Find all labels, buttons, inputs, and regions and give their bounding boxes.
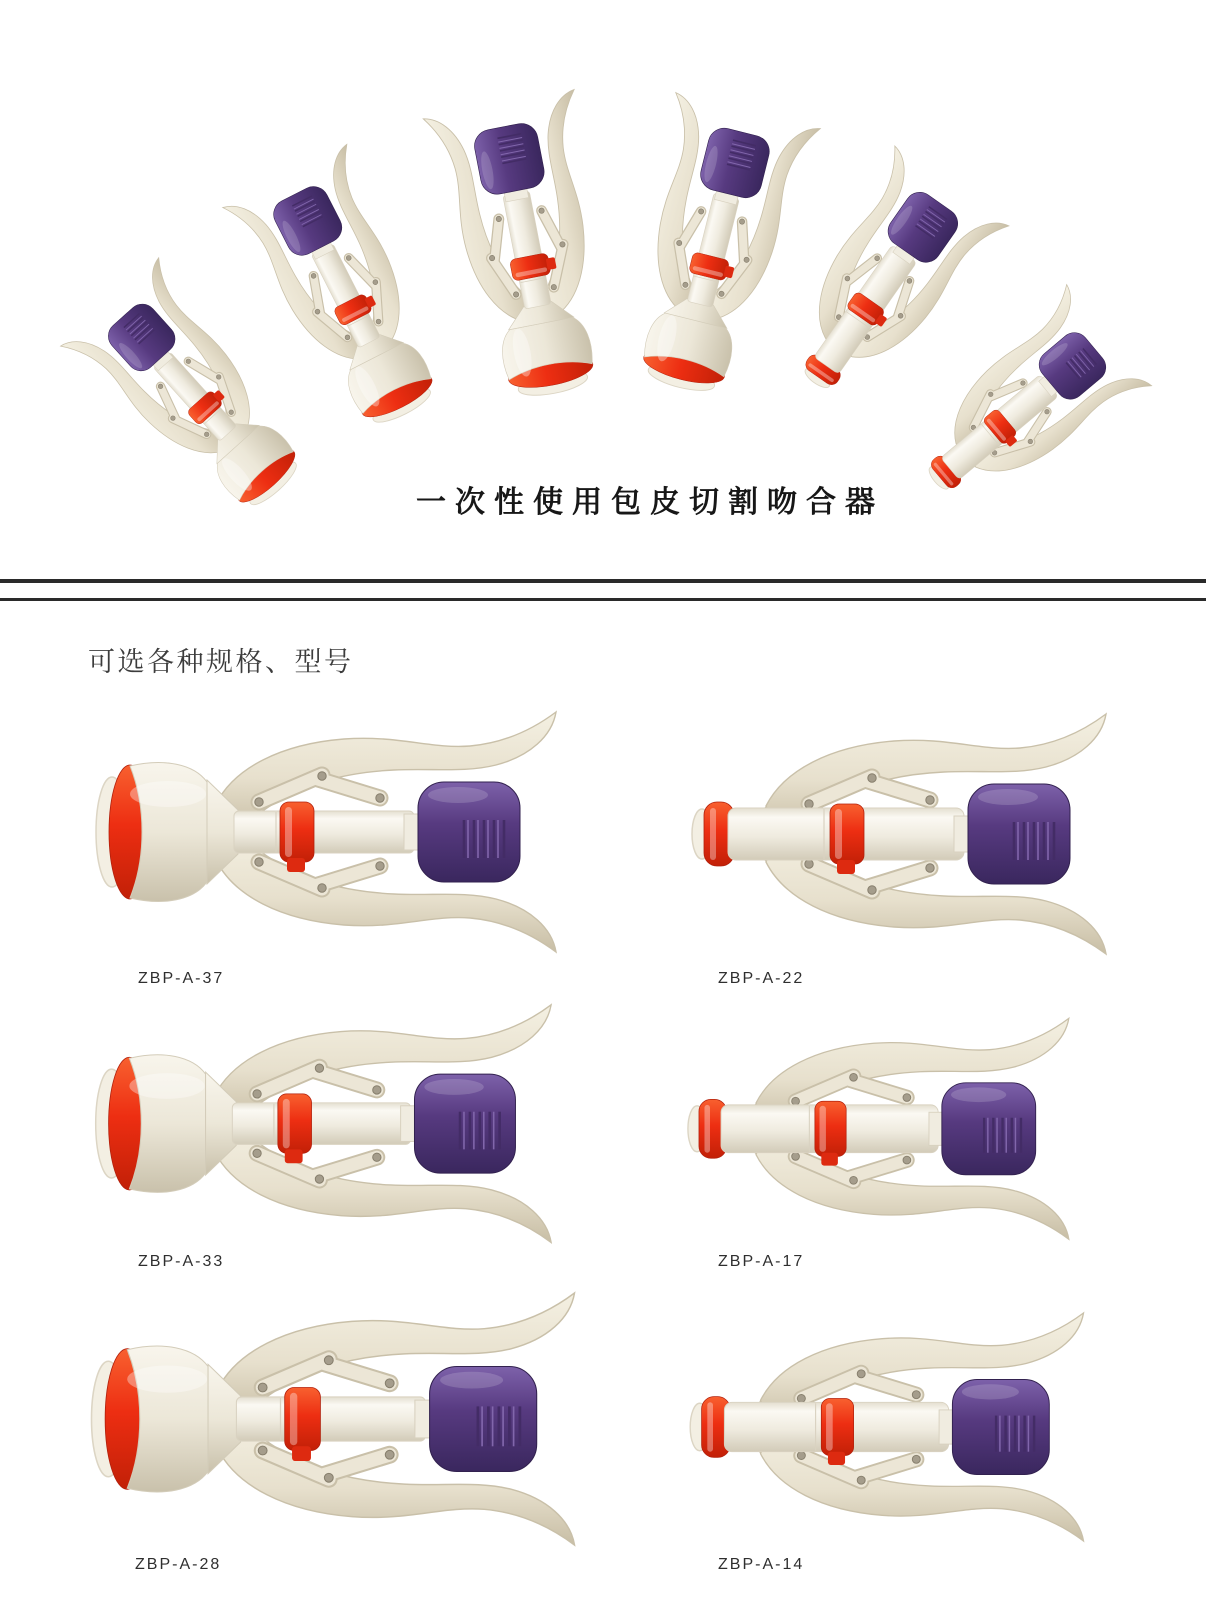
- product-image-zbp-a-28: [60, 1272, 585, 1566]
- product-image-zbp-a-37: [66, 692, 566, 972]
- product-image-zbp-a-33: [66, 985, 561, 1262]
- divider-line-1: [0, 579, 1206, 583]
- product-model-label: ZBP-A-33: [138, 1253, 225, 1270]
- section-heading: 可选各种规格、型号: [88, 647, 354, 677]
- product-model-label: ZBP-A-22: [718, 970, 805, 987]
- product-model-label: ZBP-A-17: [718, 1253, 805, 1270]
- product-model-label: ZBP-A-14: [718, 1556, 805, 1573]
- product-model-label: ZBP-A-37: [138, 970, 225, 987]
- divider-line-2: [0, 598, 1206, 601]
- product-image-zbp-a-17: [618, 1000, 1078, 1258]
- product-image-zbp-a-14: [618, 1294, 1093, 1560]
- product-model-label: ZBP-A-28: [135, 1556, 222, 1573]
- hero-title: 一次性使用包皮切割吻合器: [416, 486, 884, 519]
- product-image-zbp-a-22: [616, 694, 1116, 974]
